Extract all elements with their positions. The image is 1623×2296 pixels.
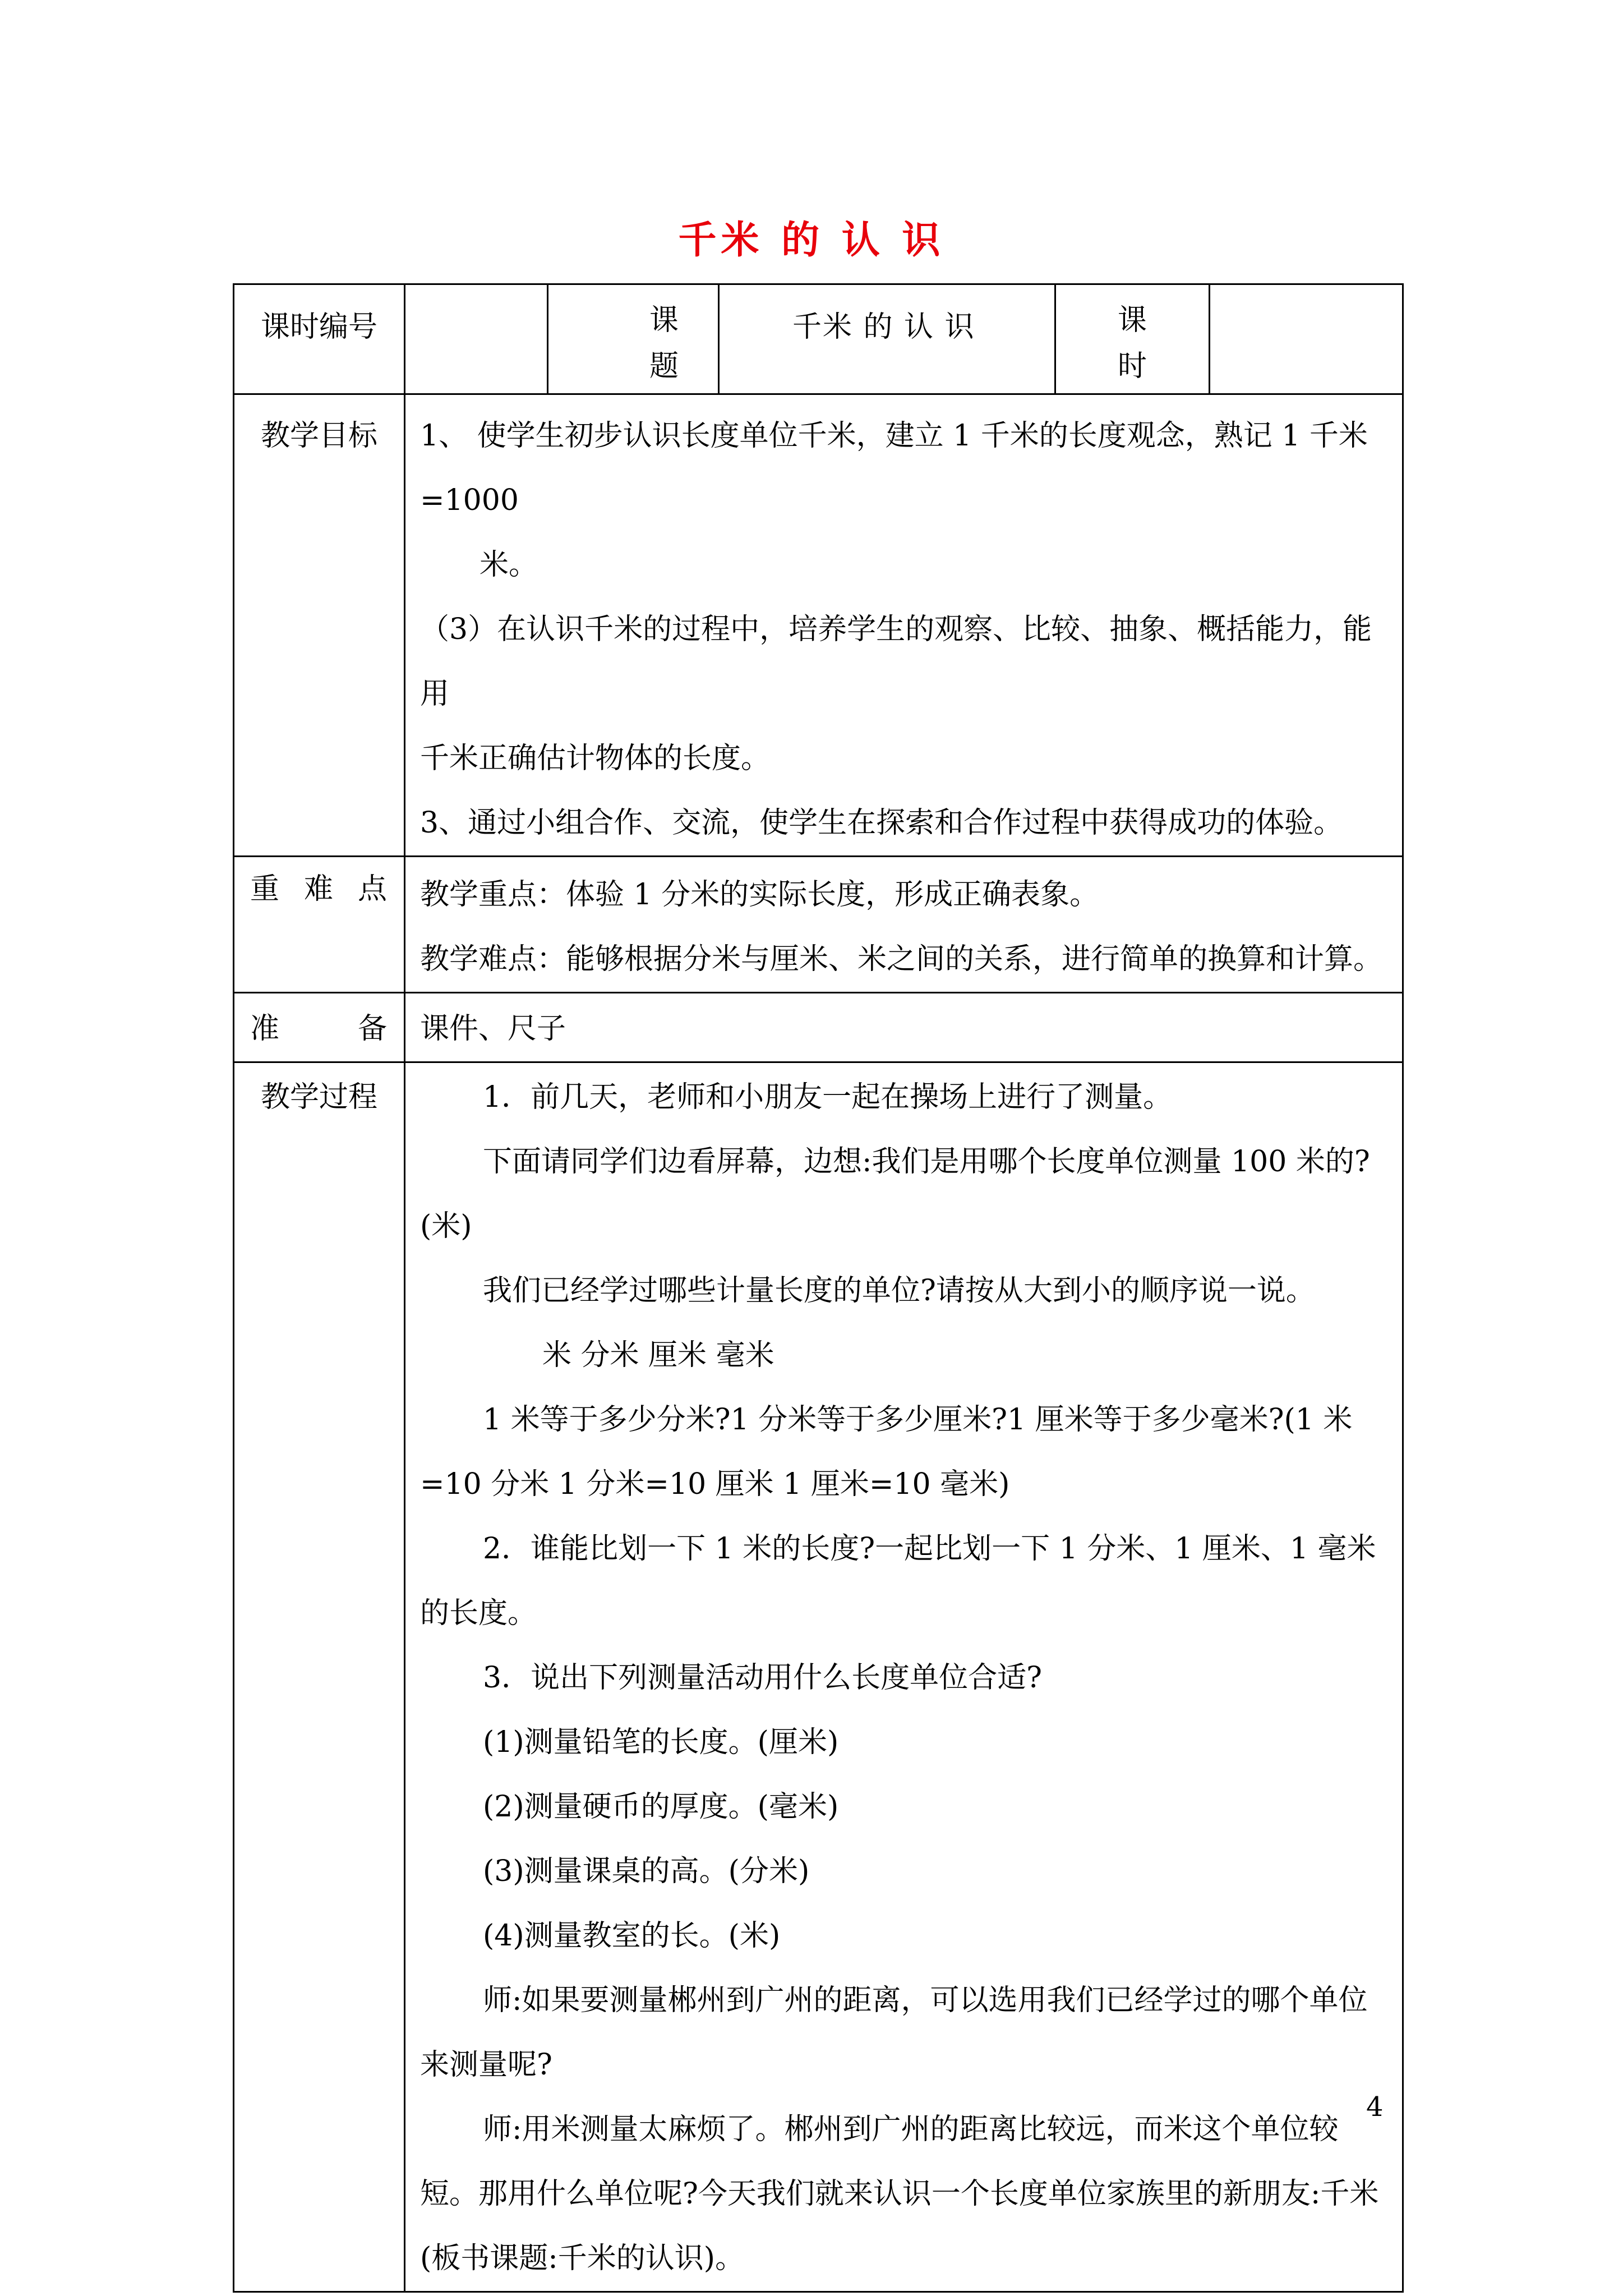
key-points-row bbox=[234, 857, 1403, 993]
key-points-label bbox=[234, 857, 404, 922]
objectives-row bbox=[234, 394, 1403, 857]
process-para-6: 2．谁能比划一下 1 米的长度?一起比划一下 1 分米、1 厘米、1 毫米的长度。 bbox=[420, 1532, 1376, 1630]
process-item-4: (4)测量教室的长。(米) bbox=[483, 1919, 781, 1953]
objectives-label: 教学目标 bbox=[260, 419, 377, 453]
topic-label-char-2: 题 bbox=[649, 349, 679, 383]
objective-line-5: 3、通过小组合作、交流，使学生在探索和合作过程中获得成功的体验。 bbox=[420, 806, 1343, 840]
process-para-1: 1．前几天，老师和小朋友一起在操场上进行了测量。 bbox=[483, 1080, 1173, 1114]
header-row bbox=[234, 284, 1403, 394]
key-points-label-cell bbox=[234, 857, 405, 993]
process-item-1: (1)测量铅笔的长度。(厘米) bbox=[483, 1726, 839, 1759]
key-difficulty-text: 教学难点：能够根据分米与厘米、米之间的关系，进行简单的换算和计算。 bbox=[420, 942, 1383, 976]
lesson-no-value bbox=[405, 285, 547, 297]
preparation-row bbox=[234, 993, 1403, 1062]
period-value-cell bbox=[1210, 284, 1403, 394]
process-para-13: 师:用米测量太麻烦了。郴州到广州的距离比较远，而米这个单位较短。那用什么单位呢?今天我们就来认识一个长度单位家族里的新朋友:千米(板书课题:千米的认识)。 bbox=[420, 2113, 1379, 2275]
key-points-label-char-2: 难 bbox=[303, 872, 333, 906]
topic-label-cell bbox=[548, 284, 719, 394]
page-title: 千米 的 认 识 bbox=[678, 218, 945, 263]
process-item-3: (3)测量课桌的高。(分米) bbox=[483, 1855, 810, 1888]
process-para-5: 1 米等于多少分米?1 分米等于多少厘米?1 厘米等于多少毫米?(1 米=10 分米 1 分米=10 厘米 1 厘米=10 毫米) bbox=[420, 1403, 1353, 1501]
key-focus-text: 教学重点：体验 1 分米的实际长度，形成正确表象。 bbox=[420, 878, 1099, 912]
process-para-12: 师:如果要测量郴州到广州的距离，可以选用我们已经学过的哪个单位来测量呢? bbox=[420, 1984, 1368, 2082]
preparation-value: 课件、尺子 bbox=[420, 1012, 566, 1046]
topic-value-cell bbox=[719, 284, 1055, 394]
objectives-label-cell bbox=[234, 394, 405, 857]
process-label-cell bbox=[234, 1062, 405, 2292]
objective-line-1: 1、 使学生初步认识长度单位千米，建立 1 千米的长度观念，熟记 1 千米=1000 bbox=[420, 419, 1368, 517]
process-row bbox=[234, 1062, 1403, 2292]
period-label-cell bbox=[1055, 284, 1210, 394]
period-label-char-2: 时 bbox=[1117, 349, 1147, 383]
process-label: 教学过程 bbox=[260, 1080, 377, 1114]
process-content-cell bbox=[405, 1062, 1403, 2292]
process-units-list: 米 分米 厘米 毫米 bbox=[542, 1338, 774, 1372]
lesson-plan-table bbox=[233, 283, 1404, 2293]
page-number: 4 bbox=[1366, 2091, 1384, 2123]
objective-line-3: （3）在认识千米的过程中，培养学生的观察、比较、抽象、概括能力，能用 bbox=[420, 613, 1372, 711]
preparation-label bbox=[234, 993, 404, 1061]
key-points-label-char-3: 点 bbox=[357, 872, 387, 906]
topic-label-char-1: 课 bbox=[649, 303, 679, 337]
key-points-content-cell bbox=[405, 857, 1403, 993]
lesson-no-label-cell bbox=[234, 284, 405, 394]
objectives-content-cell bbox=[405, 394, 1403, 857]
preparation-label-cell bbox=[234, 993, 405, 1062]
process-para-3: 我们已经学过哪些计量长度的单位?请按从大到小的顺序说一说。 bbox=[483, 1274, 1315, 1308]
process-item-2: (2)测量硬币的厚度。(毫米) bbox=[483, 1790, 839, 1824]
preparation-content-cell bbox=[405, 993, 1403, 1062]
preparation-label-char-1: 准 bbox=[250, 1012, 280, 1046]
period-value bbox=[1210, 285, 1402, 297]
objective-line-4: 千米正确估计物体的长度。 bbox=[420, 742, 771, 775]
topic-value: 千米 的 认 识 bbox=[792, 310, 975, 344]
lesson-no-value-cell bbox=[405, 284, 548, 394]
process-para-7: 3．说出下列测量活动用什么长度单位合适? bbox=[483, 1661, 1042, 1695]
preparation-label-char-2: 备 bbox=[357, 1012, 387, 1046]
lesson-no-label: 课时编号 bbox=[260, 310, 377, 344]
objective-line-2: 米。 bbox=[479, 548, 538, 582]
key-points-label-char-1: 重 bbox=[250, 872, 280, 906]
period-label-char-1: 课 bbox=[1117, 303, 1147, 337]
process-para-2: 下面请同学们边看屏幕，边想:我们是用哪个长度单位测量 100 米的?(米) bbox=[420, 1145, 1370, 1243]
